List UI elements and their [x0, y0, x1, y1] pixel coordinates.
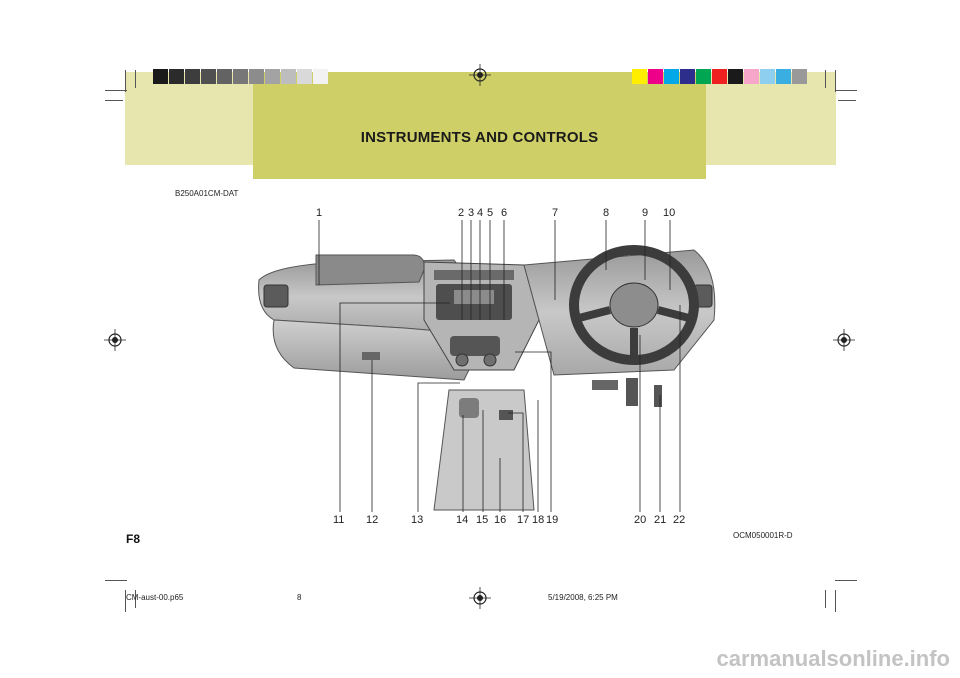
callout-14: 14	[456, 514, 469, 526]
callout-7: 7	[552, 207, 559, 219]
callout-2: 2	[458, 207, 465, 219]
footer-page: 8	[297, 593, 302, 602]
callout-3: 3	[468, 207, 475, 219]
callout-6: 6	[501, 207, 508, 219]
callout-11: 11	[333, 514, 345, 526]
callout-20: 20	[634, 514, 647, 526]
callout-17: 17	[517, 514, 530, 526]
callout-9: 9	[642, 207, 649, 219]
callout-4: 4	[477, 207, 484, 219]
watermark: carmanualsonline.info	[716, 646, 950, 671]
callout-22: 22	[673, 514, 686, 526]
callout-5: 5	[487, 207, 494, 219]
code-reference: B250A01CM-DAT	[175, 189, 239, 198]
callout-21: 21	[654, 514, 667, 526]
page-number: F8	[126, 532, 141, 546]
footer-date: 5/19/2008, 6:25 PM	[548, 593, 618, 602]
callout-13: 13	[411, 514, 424, 526]
callout-19: 19	[546, 514, 559, 526]
callout-12: 12	[366, 514, 379, 526]
footer-filename: CM-aust-00.p65	[126, 593, 184, 602]
callout-15: 15	[476, 514, 489, 526]
image-reference: OCM050001R-D	[733, 531, 793, 540]
callout-1: 1	[316, 207, 323, 219]
callout-18: 18	[532, 514, 545, 526]
callout-8: 8	[603, 207, 610, 219]
page-title: INSTRUMENTS AND CONTROLS	[360, 129, 599, 146]
callout-16: 16	[494, 514, 507, 526]
callout-10: 10	[663, 207, 676, 219]
